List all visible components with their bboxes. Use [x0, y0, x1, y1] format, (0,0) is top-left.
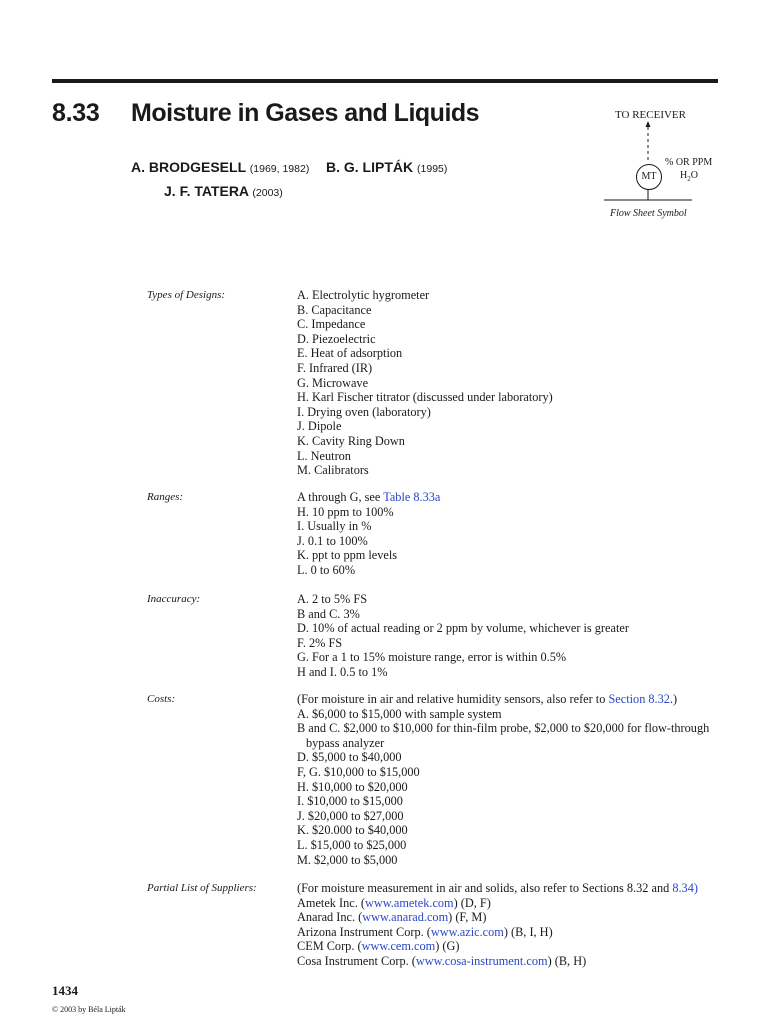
- section-title: Moisture in Gases and Liquids: [131, 99, 480, 127]
- supplier-url-link[interactable]: www.ametek.com: [364, 895, 454, 910]
- section-link[interactable]: Section 8.32: [608, 692, 670, 706]
- list-item: H. Karl Fischer titrator (discussed under laboratory): [297, 390, 553, 405]
- list-item: L. 0 to 60%: [297, 562, 356, 577]
- author-name: J. F. TATERA: [164, 183, 249, 199]
- ranges-label: Ranges:: [147, 491, 184, 503]
- list-item: K. $20.000 to $40,000: [297, 823, 408, 838]
- instrument-bubble: MT: [636, 164, 662, 190]
- copyright-notice: © 2003 by Béla Lipták: [52, 1005, 126, 1014]
- author-brodgesell: [131, 159, 309, 175]
- list-item: K. Cavity Ring Down: [297, 433, 405, 448]
- page-number: 1434: [52, 983, 78, 998]
- list-item: I. Usually in %: [297, 519, 372, 534]
- list-item: G. For a 1 to 15% moisture range, error is within 0.5%: [297, 650, 567, 665]
- list-item: A. Electrolytic hygrometer: [297, 288, 430, 302]
- supplier-url-link[interactable]: www.anarad.com: [362, 910, 449, 925]
- list-item: B and C. 3%: [297, 606, 360, 621]
- list-item: D. Piezoelectric: [297, 331, 376, 346]
- list-item: I. Drying oven (laboratory): [297, 404, 431, 419]
- author-years: (1969, 1982): [249, 163, 310, 175]
- costs-list: [297, 692, 709, 867]
- author-years: (2003): [252, 187, 283, 199]
- section-link[interactable]: 8.34): [672, 881, 698, 895]
- list-item: J. $20,000 to $27,000: [297, 808, 404, 823]
- list-item: bypass analyzer: [306, 735, 385, 750]
- list-item: M. Calibrators: [297, 463, 369, 478]
- list-item: H. 10 ppm to 100%: [297, 504, 394, 519]
- list-item: F. 2% FS: [297, 635, 343, 650]
- ranges-list: [297, 490, 440, 578]
- author-tatera: [164, 183, 283, 199]
- arrow-up-icon: [646, 121, 651, 127]
- supplier-url-link[interactable]: www.cosa-instrument.com: [415, 953, 548, 968]
- list-item: H. $10,000 to $20,000: [297, 779, 408, 794]
- supplier-row: Arizona Instrument Corp. (www.azic.com) (B, I, H): [297, 924, 553, 939]
- list-item: (For moisture measurement in air and solids, also refer to Sections 8.32 and 8.34): [297, 881, 698, 895]
- list-item: I. $10,000 to $15,000: [297, 794, 403, 809]
- list-item: D. $5,000 to $40,000: [297, 750, 402, 765]
- list-item: M. $2,000 to $5,000: [297, 852, 398, 867]
- inaccuracy-list: [297, 592, 629, 680]
- supplier-row: CEM Corp. (www.cem.com) (G): [297, 939, 460, 954]
- supplier-row: Anarad Inc. (www.anarad.com) (F, M): [297, 910, 487, 925]
- costs-label: Costs:: [147, 693, 176, 705]
- list-item: E. Heat of adsorption: [297, 346, 403, 361]
- author-name: A. BRODGESELL: [131, 159, 246, 175]
- list-item: L. Neutron: [297, 448, 351, 463]
- list-item: D. 10% of actual reading or 2 ppm by volume, whichever is greater: [297, 621, 629, 636]
- list-item: B. Capacitance: [297, 302, 372, 317]
- flow-sheet-symbol: [596, 106, 713, 226]
- section-number: 8.33: [52, 99, 100, 127]
- list-item: (For moisture in air and relative humidity sensors, also refer to Section 8.32.): [297, 692, 678, 706]
- supplier-url-link[interactable]: www.cem.com: [361, 939, 436, 954]
- list-item: G. Microwave: [297, 375, 369, 390]
- list-item: L. $15,000 to $25,000: [297, 837, 407, 852]
- list-item: F. Infrared (IR): [297, 360, 373, 375]
- list-item: H and I. 0.5 to 1%: [297, 664, 388, 679]
- author-years: (1995): [417, 163, 448, 175]
- h2o-label: $H_2O$: [680, 170, 698, 183]
- to-receiver-label: TO RECEIVER: [615, 109, 686, 121]
- top-rule: [52, 79, 718, 83]
- suppliers-list: [297, 881, 698, 969]
- table-link[interactable]: Table 8.33a: [383, 490, 441, 504]
- inaccuracy-label: Inaccuracy:: [147, 593, 201, 605]
- list-item: B and C. $2,000 to $10,000 for thin-film probe, $2,000 to $20,000 for flow-through: [297, 721, 710, 736]
- author-name: B. G. LIPTÁK: [326, 159, 414, 175]
- list-item: J. 0.1 to 100%: [297, 533, 368, 548]
- list-item: C. Impedance: [297, 317, 366, 332]
- list-item: A. $6,000 to $15,000 with sample system: [297, 706, 502, 721]
- author-liptak: [326, 159, 447, 175]
- list-item: F, G. $10,000 to $15,000: [297, 764, 420, 779]
- supplier-row: Ametek Inc. (www.ametek.com) (D, F): [297, 895, 491, 910]
- suppliers-label: Partial List of Suppliers:: [147, 882, 257, 894]
- supplier-row: Cosa Instrument Corp. (www.cosa-instrument.com) (B, H): [297, 953, 587, 968]
- supplier-url-link[interactable]: www.azic.com: [430, 924, 504, 939]
- flow-sheet-caption: Flow Sheet Symbol: [610, 208, 687, 219]
- types-list: [297, 288, 553, 478]
- list-item: K. ppt to ppm levels: [297, 548, 398, 563]
- list-item: A. 2 to 5% FS: [297, 592, 368, 606]
- output-units-label: % OR PPM: [665, 157, 713, 168]
- list-item: J. Dipole: [297, 419, 342, 434]
- list-item: A through G, see Table 8.33a: [297, 490, 441, 504]
- types-label: Types of Designs:: [147, 289, 226, 301]
